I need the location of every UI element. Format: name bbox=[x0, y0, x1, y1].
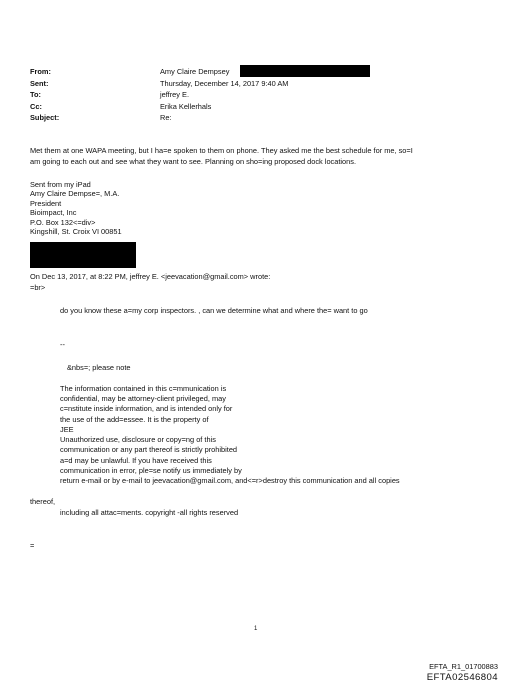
disclaimer-line: confidential, may be attorney-client privileged, may bbox=[60, 394, 226, 404]
disclaimer-line: a=d may be unlawful. If you have received this bbox=[60, 455, 212, 465]
to-label: To: bbox=[30, 90, 41, 99]
trailing-equals: = bbox=[30, 541, 35, 550]
thereof-text: thereof, bbox=[30, 497, 56, 506]
disclaimer-line: c=nstitute inside information, and is intended only for bbox=[60, 404, 233, 414]
disclaimer-line: the use of the add=essee. It is the property of bbox=[60, 414, 209, 424]
footer-ref-primary: EFTA_R1_01700883 bbox=[429, 662, 498, 671]
signature-line: P.O. Box 132<=div> bbox=[30, 217, 96, 227]
attachments-text: including all attac=ments. copyright -all rights reserved bbox=[60, 508, 239, 517]
signature-line: Bioimpact, Inc bbox=[30, 208, 77, 218]
redaction-bar bbox=[240, 65, 370, 77]
disclaimer-line: JEE bbox=[60, 424, 74, 434]
from-label: From: bbox=[30, 67, 51, 76]
signature-line: President bbox=[30, 198, 62, 208]
signature-block bbox=[30, 180, 122, 237]
signature-line: Kingshill, St. Croix VI 00851 bbox=[30, 227, 122, 237]
sent-label: Sent: bbox=[30, 79, 49, 88]
to-value: jeffrey E. bbox=[160, 90, 190, 99]
disclaimer-line: return e-mail or by e-mail to jeevacation@gmail.com, and<=r>destroy this communication and all copies bbox=[60, 475, 400, 485]
nbsp-note: &nbs=; please note bbox=[67, 363, 131, 372]
cc-label: Cc: bbox=[30, 102, 42, 111]
cc-value: Erika Kellerhals bbox=[160, 102, 212, 111]
disclaimer-line: communication in error, ple=se notify us immediately by bbox=[60, 465, 242, 475]
disclaimer-line: communication or any part thereof is strictly prohibited bbox=[60, 445, 238, 455]
quoted-message: do you know these a=my corp inspectors. , can we determine what and where the= want to go bbox=[60, 306, 368, 315]
signature-line: Amy Claire Dempse=, M.A. bbox=[30, 189, 120, 199]
body-line-1: Met them at one WAPA meeting, but I ha=e spoken to them on phone. They asked me the best schedule for me, so=I bbox=[30, 146, 413, 155]
disclaimer-block bbox=[60, 384, 400, 486]
sent-value: Thursday, December 14, 2017 9:40 AM bbox=[160, 79, 289, 88]
subject-value: Re: bbox=[160, 113, 172, 122]
page-number: 1 bbox=[254, 626, 258, 632]
footer-ref-secondary: EFTA02546804 bbox=[426, 672, 498, 683]
redaction-bar bbox=[30, 242, 136, 268]
subject-label: Subject: bbox=[30, 113, 60, 122]
quote-break-tag: =br> bbox=[30, 283, 46, 292]
signature-dashes: -- bbox=[60, 340, 65, 349]
disclaimer-line: The information contained in this c=mmunication is bbox=[60, 384, 227, 393]
body-line-2: am going to each out and see what they want to see. Planning on sho=ing proposed dock locations. bbox=[30, 157, 357, 166]
signature-line: Sent from my iPad bbox=[30, 180, 91, 189]
quote-header: On Dec 13, 2017, at 8:22 PM, jeffrey E. <jeevacation@gmail.com> wrote: bbox=[30, 272, 271, 281]
from-value: Amy Claire Dempsey bbox=[160, 67, 230, 76]
disclaimer-line: Unauthorized use, disclosure or copy=ng of this bbox=[60, 435, 216, 445]
